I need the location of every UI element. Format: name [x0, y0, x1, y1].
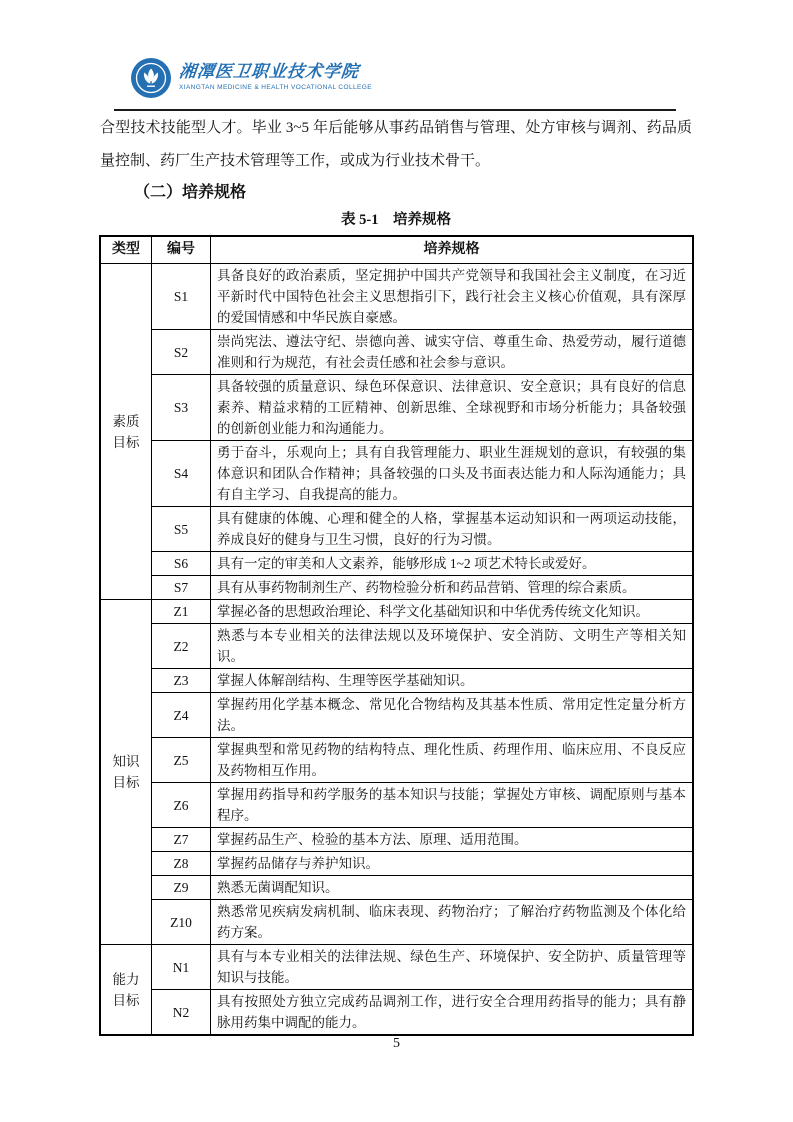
spec-text: 掌握药用化学基本概念、常见化合物结构及其基本性质、常用定性定量分析方法。 [211, 693, 694, 738]
spec-row-S2 [100, 330, 693, 375]
spec-code: N2 [152, 990, 211, 1036]
table-header-row [100, 236, 693, 264]
spec-text: 掌握用药指导和药学服务的基本知识与技能；掌握处方审核、调配原则与基本程序。 [211, 783, 694, 828]
spec-row-S1 [100, 264, 693, 330]
spec-text: 掌握人体解剖结构、生理等医学基础知识。 [211, 669, 694, 693]
section-heading: （二）培养规格 [134, 184, 247, 201]
spec-row-Z5 [100, 738, 693, 783]
spec-code: S7 [152, 576, 211, 600]
spec-code: Z2 [152, 624, 211, 669]
header-spec: 培养规格 [211, 236, 694, 264]
type-group-label: 素质目标 [100, 264, 152, 600]
spec-row-Z7 [100, 828, 693, 852]
spec-row-Z1 [100, 600, 693, 624]
spec-row-Z4 [100, 693, 693, 738]
spec-code: N1 [152, 945, 211, 990]
spec-row-N1 [100, 945, 693, 990]
spec-text: 崇尚宪法、遵法守纪、崇德向善、诚实守信、尊重生命、热爱劳动，履行道德准则和行为规范，有社会责任感和社会参与意识。 [211, 330, 694, 375]
header-code: 编号 [152, 236, 211, 264]
spec-row-Z2 [100, 624, 693, 669]
spec-code: Z9 [152, 876, 211, 900]
spec-text: 熟悉与本专业相关的法律法规以及环境保护、安全消防、文明生产等相关知识。 [211, 624, 694, 669]
spec-table-body [100, 264, 693, 1036]
spec-row-S6 [100, 552, 693, 576]
spec-row-S4 [100, 441, 693, 507]
body-paragraph: 合型技术技能型人才。毕业 3~5 年后能够从事药品销售与管理、处方审核与调剂、药品质量控制、药厂生产技术管理等工作，或成为行业技术骨干。 [100, 120, 692, 169]
spec-code: S2 [152, 330, 211, 375]
training-spec-table [99, 235, 694, 1036]
spec-text: 掌握必备的思想政治理论、科学文化基础知识和中华优秀传统文化知识。 [211, 600, 694, 624]
spec-code: Z5 [152, 738, 211, 783]
spec-row-Z10 [100, 900, 693, 945]
spec-text: 熟悉常见疾病发病机制、临床表现、药物治疗；了解治疗药物监测及个体化给药方案。 [211, 900, 694, 945]
spec-row-S5 [100, 507, 693, 552]
spec-code: Z3 [152, 669, 211, 693]
header-type: 类型 [100, 236, 152, 264]
header-divider [114, 109, 676, 111]
spec-code: Z7 [152, 828, 211, 852]
spec-code: S3 [152, 375, 211, 441]
spec-text: 掌握药品储存与养护知识。 [211, 852, 694, 876]
college-header [130, 57, 372, 99]
college-logo-icon [130, 57, 172, 99]
spec-text: 具有健康的体魄、心理和健全的人格，掌握基本运动知识和一两项运动技能，养成良好的健身与卫生习惯，良好的行为习惯。 [211, 507, 694, 552]
college-name-block [179, 57, 372, 92]
type-group-label: 知识目标 [100, 600, 152, 945]
spec-code: Z6 [152, 783, 211, 828]
spec-text: 掌握药品生产、检验的基本方法、原理、适用范围。 [211, 828, 694, 852]
type-group-label: 能力目标 [100, 945, 152, 1036]
spec-text: 掌握典型和常见药物的结构特点、理化性质、药理作用、临床应用、不良反应及药物相互作用。 [211, 738, 694, 783]
spec-row-Z6 [100, 783, 693, 828]
spec-text: 具有按照处方独立完成药品调剂工作，进行安全合理用药指导的能力；具有静脉用药集中调配的能力。 [211, 990, 694, 1036]
spec-text: 具备良好的政治素质，坚定拥护中国共产党领导和我国社会主义制度，在习近平新时代中国特色社会主义思想指引下，践行社会主义核心价值观，具有深厚的爱国情感和中华民族自豪感。 [211, 264, 694, 330]
spec-code: S1 [152, 264, 211, 330]
page-number: 5 [393, 1036, 400, 1051]
college-name-en: XIANGTAN MEDICINE & HEALTH VOCATIONAL COLLEGE [179, 84, 372, 91]
spec-row-Z9 [100, 876, 693, 900]
spec-text: 具备较强的质量意识、绿色环保意识、法律意识、安全意识；具有良好的信息素养、精益求精的工匠精神、创新思维、全球视野和市场分析能力；具备较强的创新创业能力和沟通能力。 [211, 375, 694, 441]
spec-text: 熟悉无菌调配知识。 [211, 876, 694, 900]
table-caption: 表 5-1 培养规格 [341, 212, 451, 228]
spec-code: S4 [152, 441, 211, 507]
spec-row-S7 [100, 576, 693, 600]
spec-code: S5 [152, 507, 211, 552]
spec-text: 勇于奋斗，乐观向上；具有自我管理能力、职业生涯规划的意识，有较强的集体意识和团队合作精神；具备较强的口头及书面表达能力和人际沟通能力；具有自主学习、自我提高的能力。 [211, 441, 694, 507]
spec-row-Z3 [100, 669, 693, 693]
spec-row-S3 [100, 375, 693, 441]
spec-row-N2 [100, 990, 693, 1036]
spec-code: S6 [152, 552, 211, 576]
spec-code: Z4 [152, 693, 211, 738]
spec-code: Z8 [152, 852, 211, 876]
spec-code: Z1 [152, 600, 211, 624]
spec-text: 具有从事药物制剂生产、药物检验分析和药品营销、管理的综合素质。 [211, 576, 694, 600]
spec-text: 具有与本专业相关的法律法规、绿色生产、环境保护、安全防护、质量管理等知识与技能。 [211, 945, 694, 990]
college-name-zh: 湘潭医卫职业技术学院 [178, 62, 361, 82]
spec-code: Z10 [152, 900, 211, 945]
spec-row-Z8 [100, 852, 693, 876]
spec-text: 具有一定的审美和人文素养，能够形成 1~2 项艺术特长或爱好。 [211, 552, 694, 576]
